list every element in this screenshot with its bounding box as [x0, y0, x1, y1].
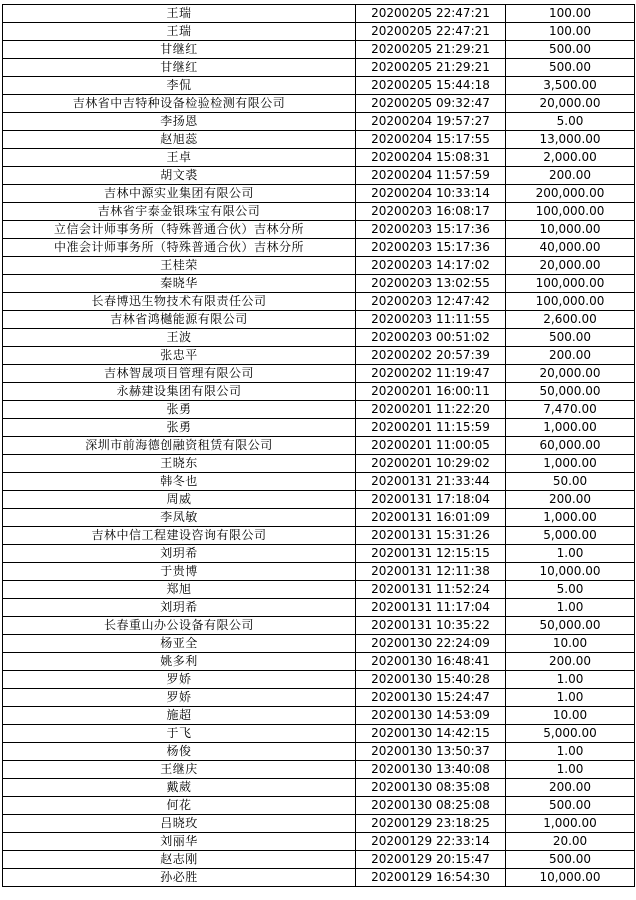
donor-name-cell: 吉林省中吉特种设备检验检测有限公司: [3, 95, 356, 113]
donation-amount-cell: 1,000.00: [506, 419, 635, 437]
donor-name-cell: 孙必胜: [3, 869, 356, 887]
table-row: [3, 329, 635, 347]
donation-amount-cell: 500.00: [506, 329, 635, 347]
donation-time-cell: 20200130 22:24:09: [356, 635, 506, 653]
table-row: [3, 23, 635, 41]
donation-time-cell: 20200205 21:29:21: [356, 41, 506, 59]
donation-time-cell: 20200131 21:33:44: [356, 473, 506, 491]
donor-name-cell: 王瑞: [3, 23, 356, 41]
table-row: [3, 599, 635, 617]
table-row: [3, 203, 635, 221]
donation-amount-cell: 1.00: [506, 689, 635, 707]
table-row: [3, 185, 635, 203]
donation-time-cell: 20200130 14:53:09: [356, 707, 506, 725]
donation-amount-cell: 1.00: [506, 761, 635, 779]
donation-amount-cell: 100,000.00: [506, 293, 635, 311]
donation-time-cell: 20200130 13:50:37: [356, 743, 506, 761]
donation-amount-cell: 5.00: [506, 113, 635, 131]
donor-name-cell: 立信会计师事务所（特殊普通合伙）吉林分所: [3, 221, 356, 239]
donation-time-cell: 20200205 22:47:21: [356, 5, 506, 23]
donation-time-cell: 20200203 16:08:17: [356, 203, 506, 221]
donor-name-cell: 赵志刚: [3, 851, 356, 869]
table-row: [3, 815, 635, 833]
donor-name-cell: 郑旭: [3, 581, 356, 599]
donor-name-cell: 于贵博: [3, 563, 356, 581]
table-row: [3, 311, 635, 329]
donation-amount-cell: 1.00: [506, 545, 635, 563]
donation-time-cell: 20200131 16:01:09: [356, 509, 506, 527]
donor-name-cell: 李侃: [3, 77, 356, 95]
donation-amount-cell: 50,000.00: [506, 617, 635, 635]
donation-amount-cell: 20,000.00: [506, 257, 635, 275]
table-row: [3, 365, 635, 383]
donation-amount-cell: 10,000.00: [506, 869, 635, 887]
donation-table: [2, 4, 635, 887]
donation-time-cell: 20200201 10:29:02: [356, 455, 506, 473]
donor-name-cell: 吉林中源实业集团有限公司: [3, 185, 356, 203]
donation-amount-cell: 5.00: [506, 581, 635, 599]
table-row: [3, 653, 635, 671]
donor-name-cell: 王卓: [3, 149, 356, 167]
donation-amount-cell: 100.00: [506, 5, 635, 23]
donor-name-cell: 甘继红: [3, 41, 356, 59]
table-row: [3, 707, 635, 725]
donation-time-cell: 20200129 22:33:14: [356, 833, 506, 851]
table-row: [3, 563, 635, 581]
table-row: [3, 527, 635, 545]
donation-amount-cell: 1,000.00: [506, 455, 635, 473]
table-row: [3, 797, 635, 815]
donor-name-cell: 施超: [3, 707, 356, 725]
donation-amount-cell: 13,000.00: [506, 131, 635, 149]
donor-name-cell: 周威: [3, 491, 356, 509]
donor-name-cell: 杨亚全: [3, 635, 356, 653]
donor-name-cell: 吉林省鸿樾能源有限公司: [3, 311, 356, 329]
donation-amount-cell: 50.00: [506, 473, 635, 491]
donation-amount-cell: 10,000.00: [506, 563, 635, 581]
donation-amount-cell: 1.00: [506, 599, 635, 617]
table-row: [3, 113, 635, 131]
donation-time-cell: 20200202 11:19:47: [356, 365, 506, 383]
donor-name-cell: 赵旭蕊: [3, 131, 356, 149]
table-row: [3, 149, 635, 167]
donation-amount-cell: 7,470.00: [506, 401, 635, 419]
table-row: [3, 95, 635, 113]
donation-amount-cell: 10.00: [506, 707, 635, 725]
donor-name-cell: 张勇: [3, 419, 356, 437]
donation-time-cell: 20200204 15:17:55: [356, 131, 506, 149]
donation-amount-cell: 60,000.00: [506, 437, 635, 455]
donation-time-cell: 20200131 17:18:04: [356, 491, 506, 509]
donor-name-cell: 刘玥希: [3, 545, 356, 563]
table-row: [3, 779, 635, 797]
donation-amount-cell: 200.00: [506, 347, 635, 365]
donor-name-cell: 张忠平: [3, 347, 356, 365]
donation-time-cell: 20200203 14:17:02: [356, 257, 506, 275]
donation-amount-cell: 500.00: [506, 41, 635, 59]
table-row: [3, 869, 635, 887]
donor-name-cell: 王波: [3, 329, 356, 347]
donor-name-cell: 王继庆: [3, 761, 356, 779]
table-row: [3, 41, 635, 59]
table-row: [3, 437, 635, 455]
table-row: [3, 761, 635, 779]
donation-amount-cell: 200.00: [506, 779, 635, 797]
donation-time-cell: 20200130 08:25:08: [356, 797, 506, 815]
donation-amount-cell: 1.00: [506, 743, 635, 761]
donation-time-cell: 20200131 11:52:24: [356, 581, 506, 599]
table-row: [3, 617, 635, 635]
donation-amount-cell: 500.00: [506, 851, 635, 869]
donation-time-cell: 20200201 11:15:59: [356, 419, 506, 437]
table-row: [3, 455, 635, 473]
donation-amount-cell: 1,000.00: [506, 509, 635, 527]
donation-table-body: [3, 5, 635, 887]
donor-name-cell: 姚多利: [3, 653, 356, 671]
donation-amount-cell: 10.00: [506, 635, 635, 653]
donation-time-cell: 20200204 10:33:14: [356, 185, 506, 203]
donation-amount-cell: 200.00: [506, 491, 635, 509]
donation-time-cell: 20200204 19:57:27: [356, 113, 506, 131]
donor-name-cell: 秦晓华: [3, 275, 356, 293]
table-row: [3, 5, 635, 23]
donor-name-cell: 张勇: [3, 401, 356, 419]
table-row: [3, 419, 635, 437]
donation-time-cell: 20200130 16:48:41: [356, 653, 506, 671]
donor-name-cell: 王晓东: [3, 455, 356, 473]
table-row: [3, 671, 635, 689]
donation-amount-cell: 20,000.00: [506, 365, 635, 383]
table-row: [3, 77, 635, 95]
donation-amount-cell: 100.00: [506, 23, 635, 41]
table-row: [3, 275, 635, 293]
donor-name-cell: 永赫建设集团有限公司: [3, 383, 356, 401]
donation-amount-cell: 40,000.00: [506, 239, 635, 257]
donation-time-cell: 20200203 12:47:42: [356, 293, 506, 311]
donation-time-cell: 20200131 15:31:26: [356, 527, 506, 545]
donation-amount-cell: 20,000.00: [506, 95, 635, 113]
donation-amount-cell: 100,000.00: [506, 275, 635, 293]
donation-time-cell: 20200130 15:40:28: [356, 671, 506, 689]
donor-name-cell: 吕晓玫: [3, 815, 356, 833]
table-row: [3, 401, 635, 419]
donor-name-cell: 吉林省宇泰金银珠宝有限公司: [3, 203, 356, 221]
table-row: [3, 59, 635, 77]
table-row: [3, 743, 635, 761]
donation-time-cell: 20200203 15:17:36: [356, 239, 506, 257]
donation-amount-cell: 2,600.00: [506, 311, 635, 329]
donation-amount-cell: 200.00: [506, 167, 635, 185]
table-row: [3, 473, 635, 491]
table-row: [3, 725, 635, 743]
donation-amount-cell: 5,000.00: [506, 725, 635, 743]
donor-name-cell: 中准会计师事务所（特殊普通合伙）吉林分所: [3, 239, 356, 257]
donation-time-cell: 20200202 20:57:39: [356, 347, 506, 365]
table-row: [3, 689, 635, 707]
donor-name-cell: 罗娇: [3, 671, 356, 689]
donor-name-cell: 胡文裘: [3, 167, 356, 185]
table-row: [3, 581, 635, 599]
table-row: [3, 221, 635, 239]
donation-amount-cell: 3,500.00: [506, 77, 635, 95]
donation-time-cell: 20200205 22:47:21: [356, 23, 506, 41]
table-row: [3, 545, 635, 563]
donation-time-cell: 20200131 12:15:15: [356, 545, 506, 563]
donation-amount-cell: 500.00: [506, 59, 635, 77]
donation-amount-cell: 200.00: [506, 653, 635, 671]
donor-name-cell: 王瑞: [3, 5, 356, 23]
table-row: [3, 167, 635, 185]
table-row: [3, 131, 635, 149]
donation-time-cell: 20200130 14:42:15: [356, 725, 506, 743]
donation-time-cell: 20200130 08:35:08: [356, 779, 506, 797]
donation-time-cell: 20200201 16:00:11: [356, 383, 506, 401]
donor-name-cell: 刘玥希: [3, 599, 356, 617]
donation-time-cell: 20200131 11:17:04: [356, 599, 506, 617]
table-row: [3, 509, 635, 527]
donor-name-cell: 罗娇: [3, 689, 356, 707]
donation-time-cell: 20200129 20:15:47: [356, 851, 506, 869]
donor-name-cell: 韩冬也: [3, 473, 356, 491]
donation-time-cell: 20200129 16:54:30: [356, 869, 506, 887]
donation-time-cell: 20200203 00:51:02: [356, 329, 506, 347]
donation-amount-cell: 1.00: [506, 671, 635, 689]
donation-time-cell: 20200205 09:32:47: [356, 95, 506, 113]
donor-name-cell: 长春重山办公设备有限公司: [3, 617, 356, 635]
donor-name-cell: 李凤敏: [3, 509, 356, 527]
donation-time-cell: 20200203 11:11:55: [356, 311, 506, 329]
table-row: [3, 257, 635, 275]
donation-time-cell: 20200203 13:02:55: [356, 275, 506, 293]
donor-name-cell: 吉林智晟项目管理有限公司: [3, 365, 356, 383]
donation-amount-cell: 10,000.00: [506, 221, 635, 239]
donation-time-cell: 20200131 10:35:22: [356, 617, 506, 635]
table-row: [3, 347, 635, 365]
donation-amount-cell: 500.00: [506, 797, 635, 815]
donation-amount-cell: 100,000.00: [506, 203, 635, 221]
donor-name-cell: 吉林中信工程建设咨询有限公司: [3, 527, 356, 545]
donor-name-cell: 于飞: [3, 725, 356, 743]
donor-name-cell: 长春博迅生物技术有限责任公司: [3, 293, 356, 311]
donor-name-cell: 戴葳: [3, 779, 356, 797]
donation-amount-cell: 5,000.00: [506, 527, 635, 545]
donor-name-cell: 李扬恩: [3, 113, 356, 131]
donation-time-cell: 20200130 15:24:47: [356, 689, 506, 707]
donation-time-cell: 20200201 11:00:05: [356, 437, 506, 455]
donation-time-cell: 20200203 15:17:36: [356, 221, 506, 239]
table-row: [3, 635, 635, 653]
table-row: [3, 491, 635, 509]
donor-name-cell: 王桂荣: [3, 257, 356, 275]
donor-name-cell: 何花: [3, 797, 356, 815]
donation-time-cell: 20200204 11:57:59: [356, 167, 506, 185]
donor-name-cell: 刘丽华: [3, 833, 356, 851]
donor-name-cell: 杨俊: [3, 743, 356, 761]
donation-time-cell: 20200129 23:18:25: [356, 815, 506, 833]
table-row: [3, 851, 635, 869]
donation-amount-cell: 50,000.00: [506, 383, 635, 401]
donation-time-cell: 20200205 15:44:18: [356, 77, 506, 95]
donation-time-cell: 20200131 12:11:38: [356, 563, 506, 581]
donor-name-cell: 甘继红: [3, 59, 356, 77]
donation-time-cell: 20200205 21:29:21: [356, 59, 506, 77]
table-row: [3, 833, 635, 851]
donation-amount-cell: 200,000.00: [506, 185, 635, 203]
donation-time-cell: 20200130 13:40:08: [356, 761, 506, 779]
donation-amount-cell: 1,000.00: [506, 815, 635, 833]
donation-time-cell: 20200204 15:08:31: [356, 149, 506, 167]
table-row: [3, 293, 635, 311]
donor-name-cell: 深圳市前海德创融资租赁有限公司: [3, 437, 356, 455]
donation-amount-cell: 20.00: [506, 833, 635, 851]
donation-amount-cell: 2,000.00: [506, 149, 635, 167]
table-row: [3, 239, 635, 257]
table-row: [3, 383, 635, 401]
donation-time-cell: 20200201 11:22:20: [356, 401, 506, 419]
